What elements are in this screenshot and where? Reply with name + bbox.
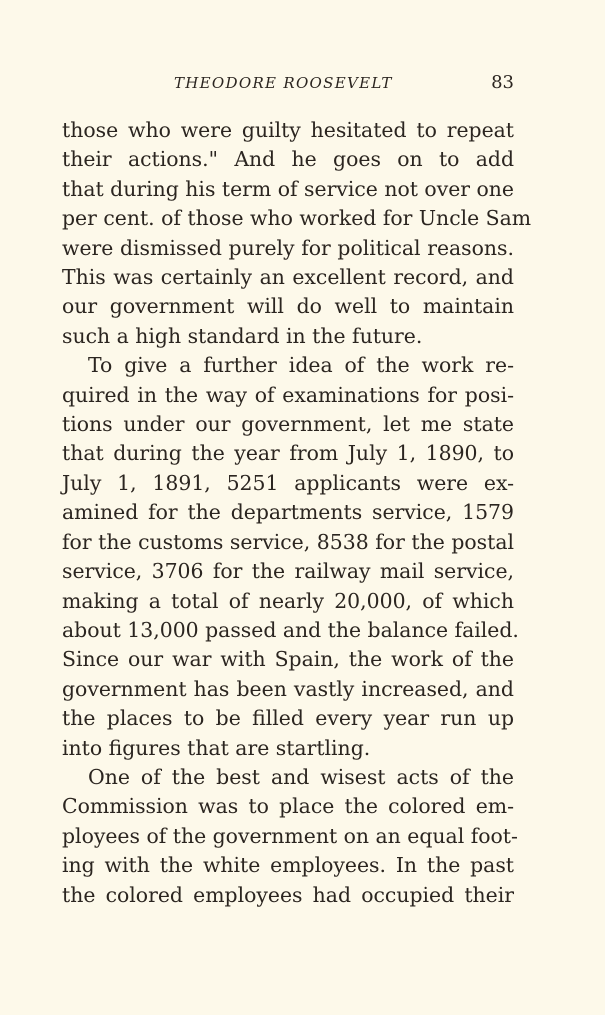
- text-line-6: This was certainly an excellent record, and: [62, 265, 514, 290]
- page-header: [62, 70, 514, 100]
- page-number: 83: [491, 72, 514, 93]
- text-line-16: service, 3706 for the railway mail service,: [62, 559, 514, 584]
- text-line-9: To give a further idea of the work re-: [88, 353, 514, 378]
- text-line-19: Since our war with Spain, the work of the: [62, 647, 514, 672]
- text-line-5: were dismissed purely for political reasons.: [62, 235, 514, 260]
- text-line-21: the places to be filled every year run up: [62, 706, 514, 731]
- text-line-20: government has been vastly increased, and: [62, 676, 514, 701]
- text-line-23: One of the best and wisest acts of the: [88, 764, 514, 789]
- text-line-1: those who were guilty hesitated to repeat: [62, 118, 514, 142]
- text-line-2: their actions." And he goes on to add: [62, 147, 514, 172]
- text-line-15: for the customs service, 8538 for the postal: [62, 529, 514, 554]
- text-line-12: that during the year from July 1, 1890, to: [62, 441, 514, 466]
- text-line-24: Commission was to place the colored em-: [62, 794, 514, 819]
- text-line-4: per cent. of those who worked for Uncle Sam: [62, 206, 532, 231]
- text-line-7: our government will do well to maintain: [62, 294, 514, 319]
- text-line-26: ing with the white employees. In the past: [62, 853, 514, 878]
- page-body: [62, 116, 532, 910]
- text-line-14: amined for the departments service, 1579: [62, 500, 514, 525]
- text-line-11: tions under our government, let me state: [62, 412, 514, 437]
- text-line-10: quired in the way of examinations for posi-: [62, 382, 514, 407]
- text-line-18: about 13,000 passed and the balance failed.: [62, 617, 519, 642]
- text-line-22: into figures that are startling.: [62, 735, 371, 760]
- text-line-27: the colored employees had occupied their: [62, 882, 514, 907]
- running-title: THEODORE ROOSEVELT: [174, 74, 393, 92]
- text-line-8: such a high standard in the future.: [62, 323, 423, 348]
- text-line-13: July 1, 1891, 5251 applicants were ex-: [62, 470, 514, 495]
- text-line-3: that during his term of service not over one: [62, 176, 514, 201]
- text-line-25: ployees of the government on an equal foot-: [62, 823, 518, 848]
- text-line-17: making a total of nearly 20,000, of which: [62, 588, 514, 613]
